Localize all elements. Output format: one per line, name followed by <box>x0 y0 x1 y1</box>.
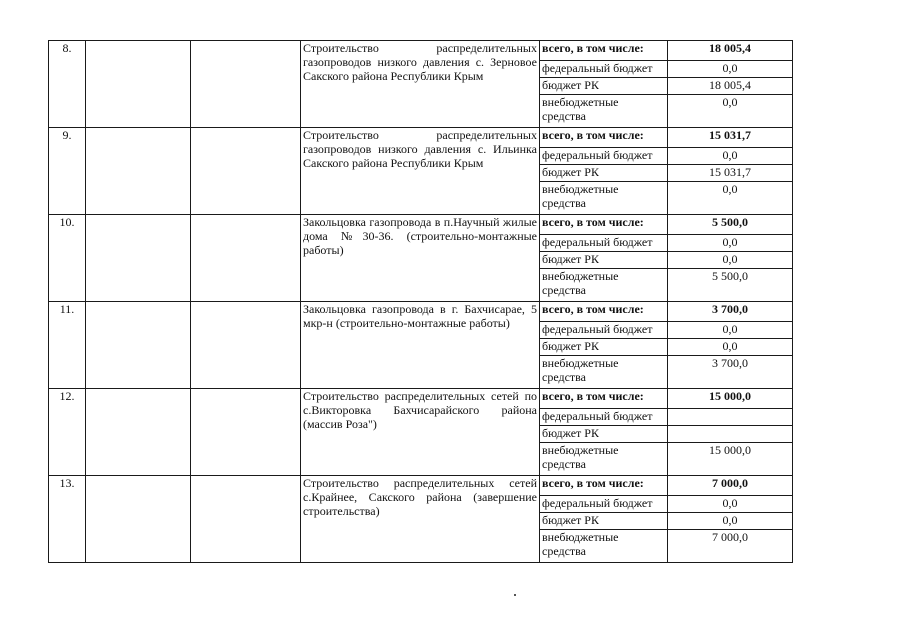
empty-cell <box>86 128 191 215</box>
funding-value: 0,0 <box>668 95 793 128</box>
funding-value: 0,0 <box>668 339 793 356</box>
funding-source-label: бюджет РК <box>540 78 668 95</box>
item-total-row <box>49 389 793 409</box>
item-name: Строительство распределительных сетей с.Крайнее, Сакского района (завершение строительства) <box>301 476 540 563</box>
funding-value: 15 000,0 <box>668 443 793 476</box>
total-value: 5 500,0 <box>668 215 793 235</box>
funding-source-label: внебюджетные средства <box>540 356 668 389</box>
funding-source-label: федеральный бюджет <box>540 61 668 78</box>
total-label: всего, в том числе: <box>540 41 668 61</box>
item-number: 8. <box>49 41 86 128</box>
funding-value: 0,0 <box>668 513 793 530</box>
funding-value: 5 500,0 <box>668 269 793 302</box>
funding-value: 0,0 <box>668 182 793 215</box>
funding-value <box>668 409 793 426</box>
empty-cell <box>191 389 301 476</box>
total-value: 15 000,0 <box>668 389 793 409</box>
total-label: всего, в том числе: <box>540 128 668 148</box>
funding-value: 3 700,0 <box>668 356 793 389</box>
funding-value <box>668 426 793 443</box>
funding-value: 0,0 <box>668 496 793 513</box>
item-name: Закольцовка газопровода в п.Научный жилые дома №30-36. (строительно-монтажные работы) <box>301 215 540 302</box>
funding-source-label: федеральный бюджет <box>540 496 668 513</box>
item-total-row <box>49 302 793 322</box>
item-number: 11. <box>49 302 86 389</box>
total-label: всего, в том числе: <box>540 476 668 496</box>
funding-table-body <box>49 41 793 563</box>
empty-cell <box>86 389 191 476</box>
item-number: 10. <box>49 215 86 302</box>
funding-table <box>48 40 793 563</box>
funding-source-label: бюджет РК <box>540 426 668 443</box>
total-value: 3 700,0 <box>668 302 793 322</box>
funding-value: 0,0 <box>668 148 793 165</box>
total-label: всего, в том числе: <box>540 215 668 235</box>
total-value: 7 000,0 <box>668 476 793 496</box>
total-value: 15 031,7 <box>668 128 793 148</box>
total-label: всего, в том числе: <box>540 302 668 322</box>
empty-cell <box>191 215 301 302</box>
funding-source-label: федеральный бюджет <box>540 148 668 165</box>
funding-source-label: бюджет РК <box>540 165 668 182</box>
item-name: Строительство распределительных сетей по с.Викторовка Бахчисарайского района (массив Роза") <box>301 389 540 476</box>
funding-source-label: внебюджетные средства <box>540 182 668 215</box>
total-label: всего, в том числе: <box>540 389 668 409</box>
empty-cell <box>86 215 191 302</box>
item-total-row <box>49 41 793 61</box>
item-number: 13. <box>49 476 86 563</box>
funding-source-label: федеральный бюджет <box>540 322 668 339</box>
item-total-row <box>49 215 793 235</box>
item-total-row <box>49 476 793 496</box>
empty-cell <box>191 476 301 563</box>
funding-source-label: внебюджетные средства <box>540 443 668 476</box>
funding-value: 15 031,7 <box>668 165 793 182</box>
funding-value: 0,0 <box>668 235 793 252</box>
funding-source-label: внебюджетные средства <box>540 95 668 128</box>
funding-source-label: внебюджетные средства <box>540 269 668 302</box>
empty-cell <box>191 41 301 128</box>
funding-value: 18 005,4 <box>668 78 793 95</box>
funding-value: 0,0 <box>668 322 793 339</box>
funding-value: 0,0 <box>668 61 793 78</box>
item-name: Строительство распределительных газопроводов низкого давления с. Зерновое Сакского района Республики Крым <box>301 41 540 128</box>
funding-source-label: федеральный бюджет <box>540 409 668 426</box>
funding-source-label: бюджет РК <box>540 513 668 530</box>
total-value: 18 005,4 <box>668 41 793 61</box>
item-number: 12. <box>49 389 86 476</box>
funding-value: 7 000,0 <box>668 530 793 563</box>
funding-source-label: федеральный бюджет <box>540 235 668 252</box>
item-name: Строительство распределительных газопроводов низкого давления с. Ильинка Сакского района Республики Крым <box>301 128 540 215</box>
empty-cell <box>191 302 301 389</box>
item-total-row <box>49 128 793 148</box>
empty-cell <box>86 476 191 563</box>
scan-speck <box>514 594 516 596</box>
item-name: Закольцовка газопровода в г. Бахчисарае, 5 мкр-н (строительно-монтажные работы) <box>301 302 540 389</box>
funding-source-label: внебюджетные средства <box>540 530 668 563</box>
item-number: 9. <box>49 128 86 215</box>
empty-cell <box>191 128 301 215</box>
funding-source-label: бюджет РК <box>540 339 668 356</box>
funding-value: 0,0 <box>668 252 793 269</box>
funding-source-label: бюджет РК <box>540 252 668 269</box>
empty-cell <box>86 302 191 389</box>
empty-cell <box>86 41 191 128</box>
